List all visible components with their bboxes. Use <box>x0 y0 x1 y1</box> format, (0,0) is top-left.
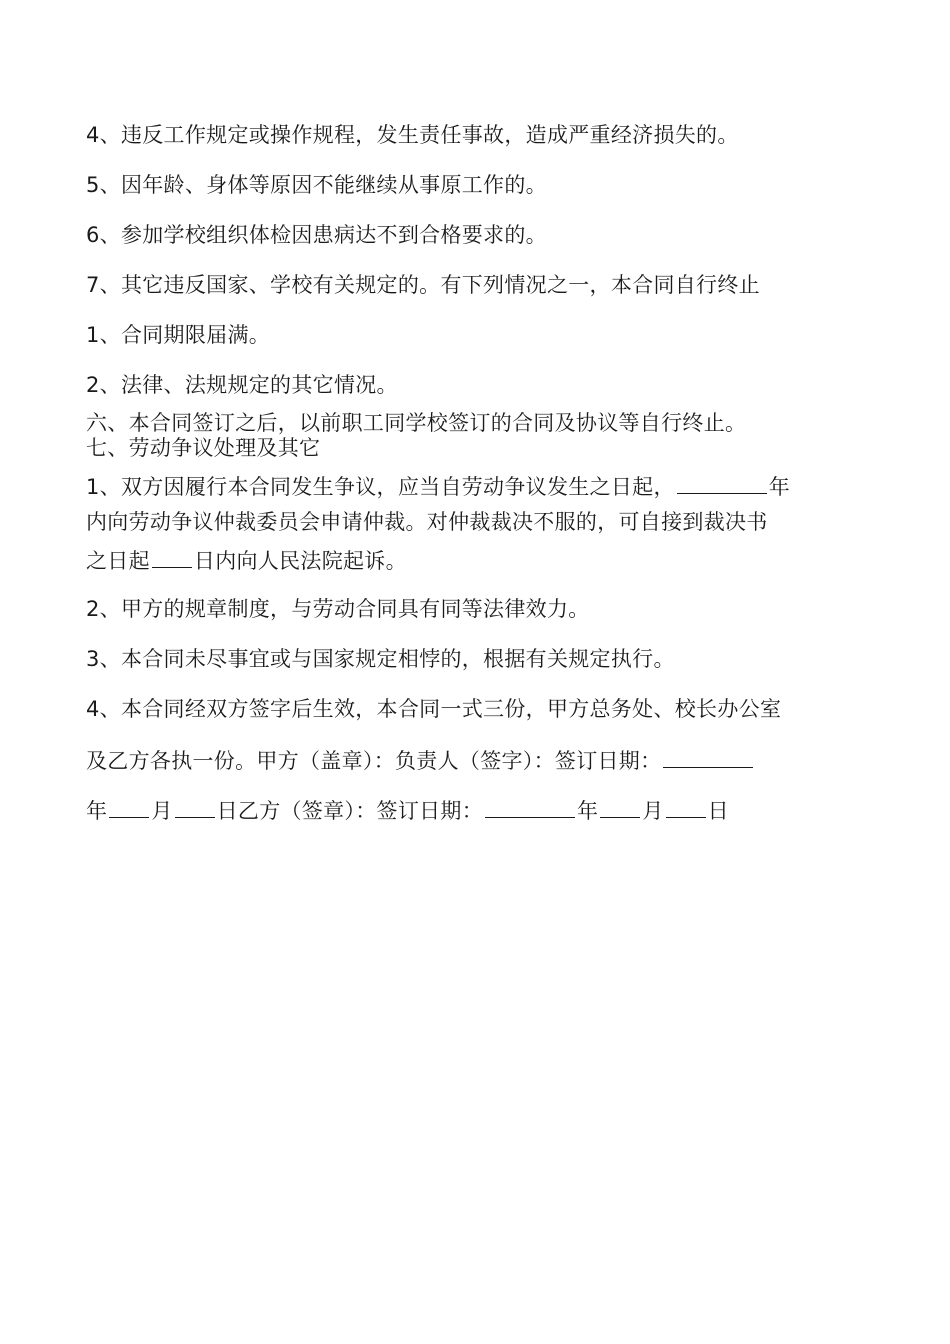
years-blank <box>677 473 767 494</box>
signature-line-1 <box>86 747 866 773</box>
party-b-month-blank <box>600 797 640 818</box>
section-6-heading: 六、本合同签订之后，以前职工同学校签订的合同及协议等自行终止。 <box>86 411 747 435</box>
party-b-year-blank <box>485 797 575 818</box>
year-label: 年 <box>86 799 108 823</box>
party-a-signature-text: 及乙方各执一份。甲方（盖章）：负责人（签字）：签订日期： <box>86 749 662 773</box>
party-b-signature-text: 日乙方（签章）：签订日期： <box>216 799 484 823</box>
clause-6-text: 6、参加学校组织体检因患病达不到合格要求的。 <box>86 223 547 247</box>
party-a-day-blank <box>175 797 215 818</box>
dispute-clause-line-3 <box>86 547 866 573</box>
days-prefix: 之日起 <box>86 549 150 573</box>
clause-7-text: 7、其它违反国家、学校有关规定的。有下列情况之一，本合同自行终止 <box>86 273 760 297</box>
unresolved-matters-clause: 3、本合同未尽事宜或与国家规定相悖的，根据有关规定执行。 <box>86 647 675 671</box>
year-label-2: 年 <box>577 799 599 823</box>
signature-line-2 <box>86 797 866 823</box>
party-b-day-blank <box>666 797 706 818</box>
termination-item-2: 2、法律、法规规定的其它情况。 <box>86 373 398 397</box>
year-unit: 年 <box>768 475 791 499</box>
days-suffix: 日内向人民法院起诉。 <box>193 549 407 573</box>
rules-clause: 2、甲方的规章制度，与劳动合同具有同等法律效力。 <box>86 597 590 621</box>
dispute-clause-text: 1、双方因履行本合同发生争议，应当自劳动争议发生之日起， <box>86 475 675 499</box>
month-label-2: 月 <box>642 799 664 823</box>
clause-4-text: 4、违反工作规定或操作规程，发生责任事故，造成严重经济损失的。 <box>86 123 739 147</box>
month-label: 月 <box>151 799 173 823</box>
day-label-2: 日 <box>707 799 729 823</box>
clause-5-text: 5、因年龄、身体等原因不能继续从事原工作的。 <box>86 173 547 197</box>
dispute-clause-line-1 <box>86 473 866 499</box>
section-7-heading: 七、劳动争议处理及其它 <box>86 436 321 460</box>
party-a-date-blank <box>663 747 753 768</box>
party-a-month-blank <box>109 797 149 818</box>
termination-item-1: 1、合同期限届满。 <box>86 323 271 347</box>
dispute-clause-line-2: 内向劳动争议仲裁委员会申请仲裁。对仲裁裁决不服的，可自接到裁决书 <box>86 510 768 534</box>
days-blank <box>152 547 192 568</box>
effective-clause-line-1: 4、本合同经双方签字后生效，本合同一式三份，甲方总务处、校长办公室 <box>86 697 782 721</box>
